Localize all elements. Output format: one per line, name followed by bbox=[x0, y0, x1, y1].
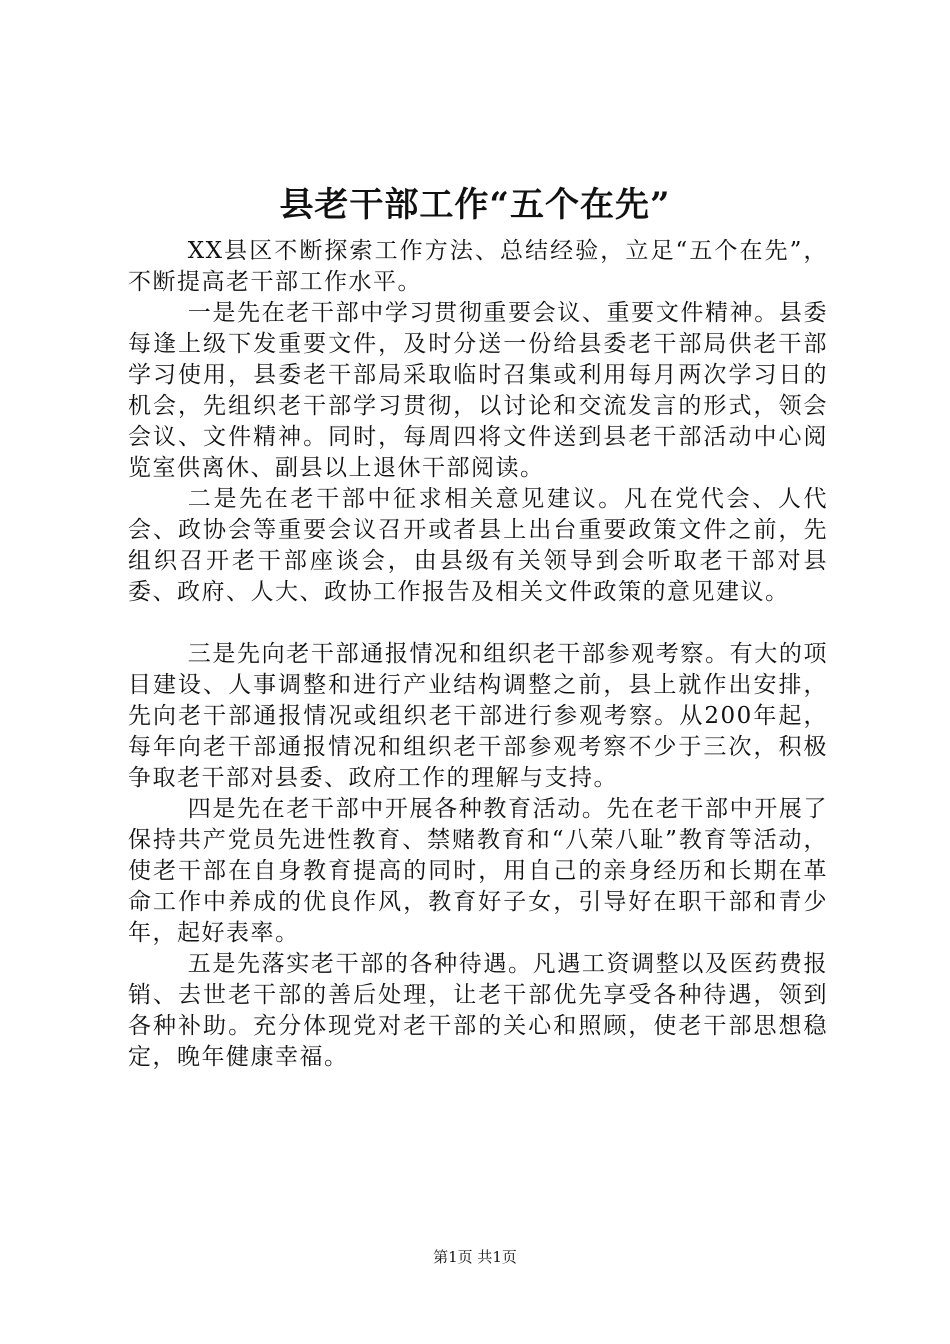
paragraph-fourth-point: 四是先在老干部中开展各种教育活动。先在老干部中开展了保持共产党员先进性教育、禁赌教育和“八荣八耻”教育等活动，使老干部在自身教育提高的同时，用自己的亲身经历和长期在革命工作中养成的优良作风，教育好子女，引导好在职干部和青少年，起好表率。 bbox=[128, 796, 828, 946]
paragraph-fifth-point: 五是先落实老干部的各种待遇。凡遇工资调整以及医药费报销、去世老干部的善后处理，让老干部优先享受各种待遇，领到各种补助。充分体现党对老干部的关心和照顾，使老干部思想稳定，晚年健康幸福。 bbox=[128, 951, 828, 1070]
paragraph-third-point: 三是先向老干部通报情况和组织老干部参观考察。有大的项目建设、人事调整和进行产业结构调整之前，县上就作出安排，先向老干部通报情况或组织老干部进行参观考察。从200年起，每年向老干部通报情况和组织老干部参观考察不少于三次，积极争取老干部对县委、政府工作的理解与支持。 bbox=[128, 641, 828, 791]
page-footer: 第1页 共1页 bbox=[433, 1248, 517, 1266]
document-body bbox=[128, 236, 828, 1073]
document-title: 县老干部工作“五个在先” bbox=[279, 185, 671, 225]
intro-paragraph: XX县区不断探索工作方法、总结经验，立足“五个在先”，不断提高老干部工作水平。 bbox=[128, 238, 828, 295]
paragraph-first-point: 一是先在老干部中学习贯彻重要会议、重要文件精神。县委每逢上级下发重要文件，及时分送一份给县委老干部局供老干部学习使用，县委老干部局采取临时召集或利用每月两次学习日的机会，先组织老干部学习贯彻，以讨论和交流发言的形式，领会会议、文件精神。同时，每周四将文件送到县老干部活动中心阅览室供离休、副县以上退休干部阅读。 bbox=[128, 300, 828, 481]
paragraph-second-point: 二是先在老干部中征求相关意见建议。凡在党代会、人代会、政协会等重要会议召开或者县上出台重要政策文件之前，先组织召开老干部座谈会，由县级有关领导到会听取老干部对县委、政府、人大、政协工作报告及相关文件政策的意见建议。 bbox=[128, 486, 828, 605]
